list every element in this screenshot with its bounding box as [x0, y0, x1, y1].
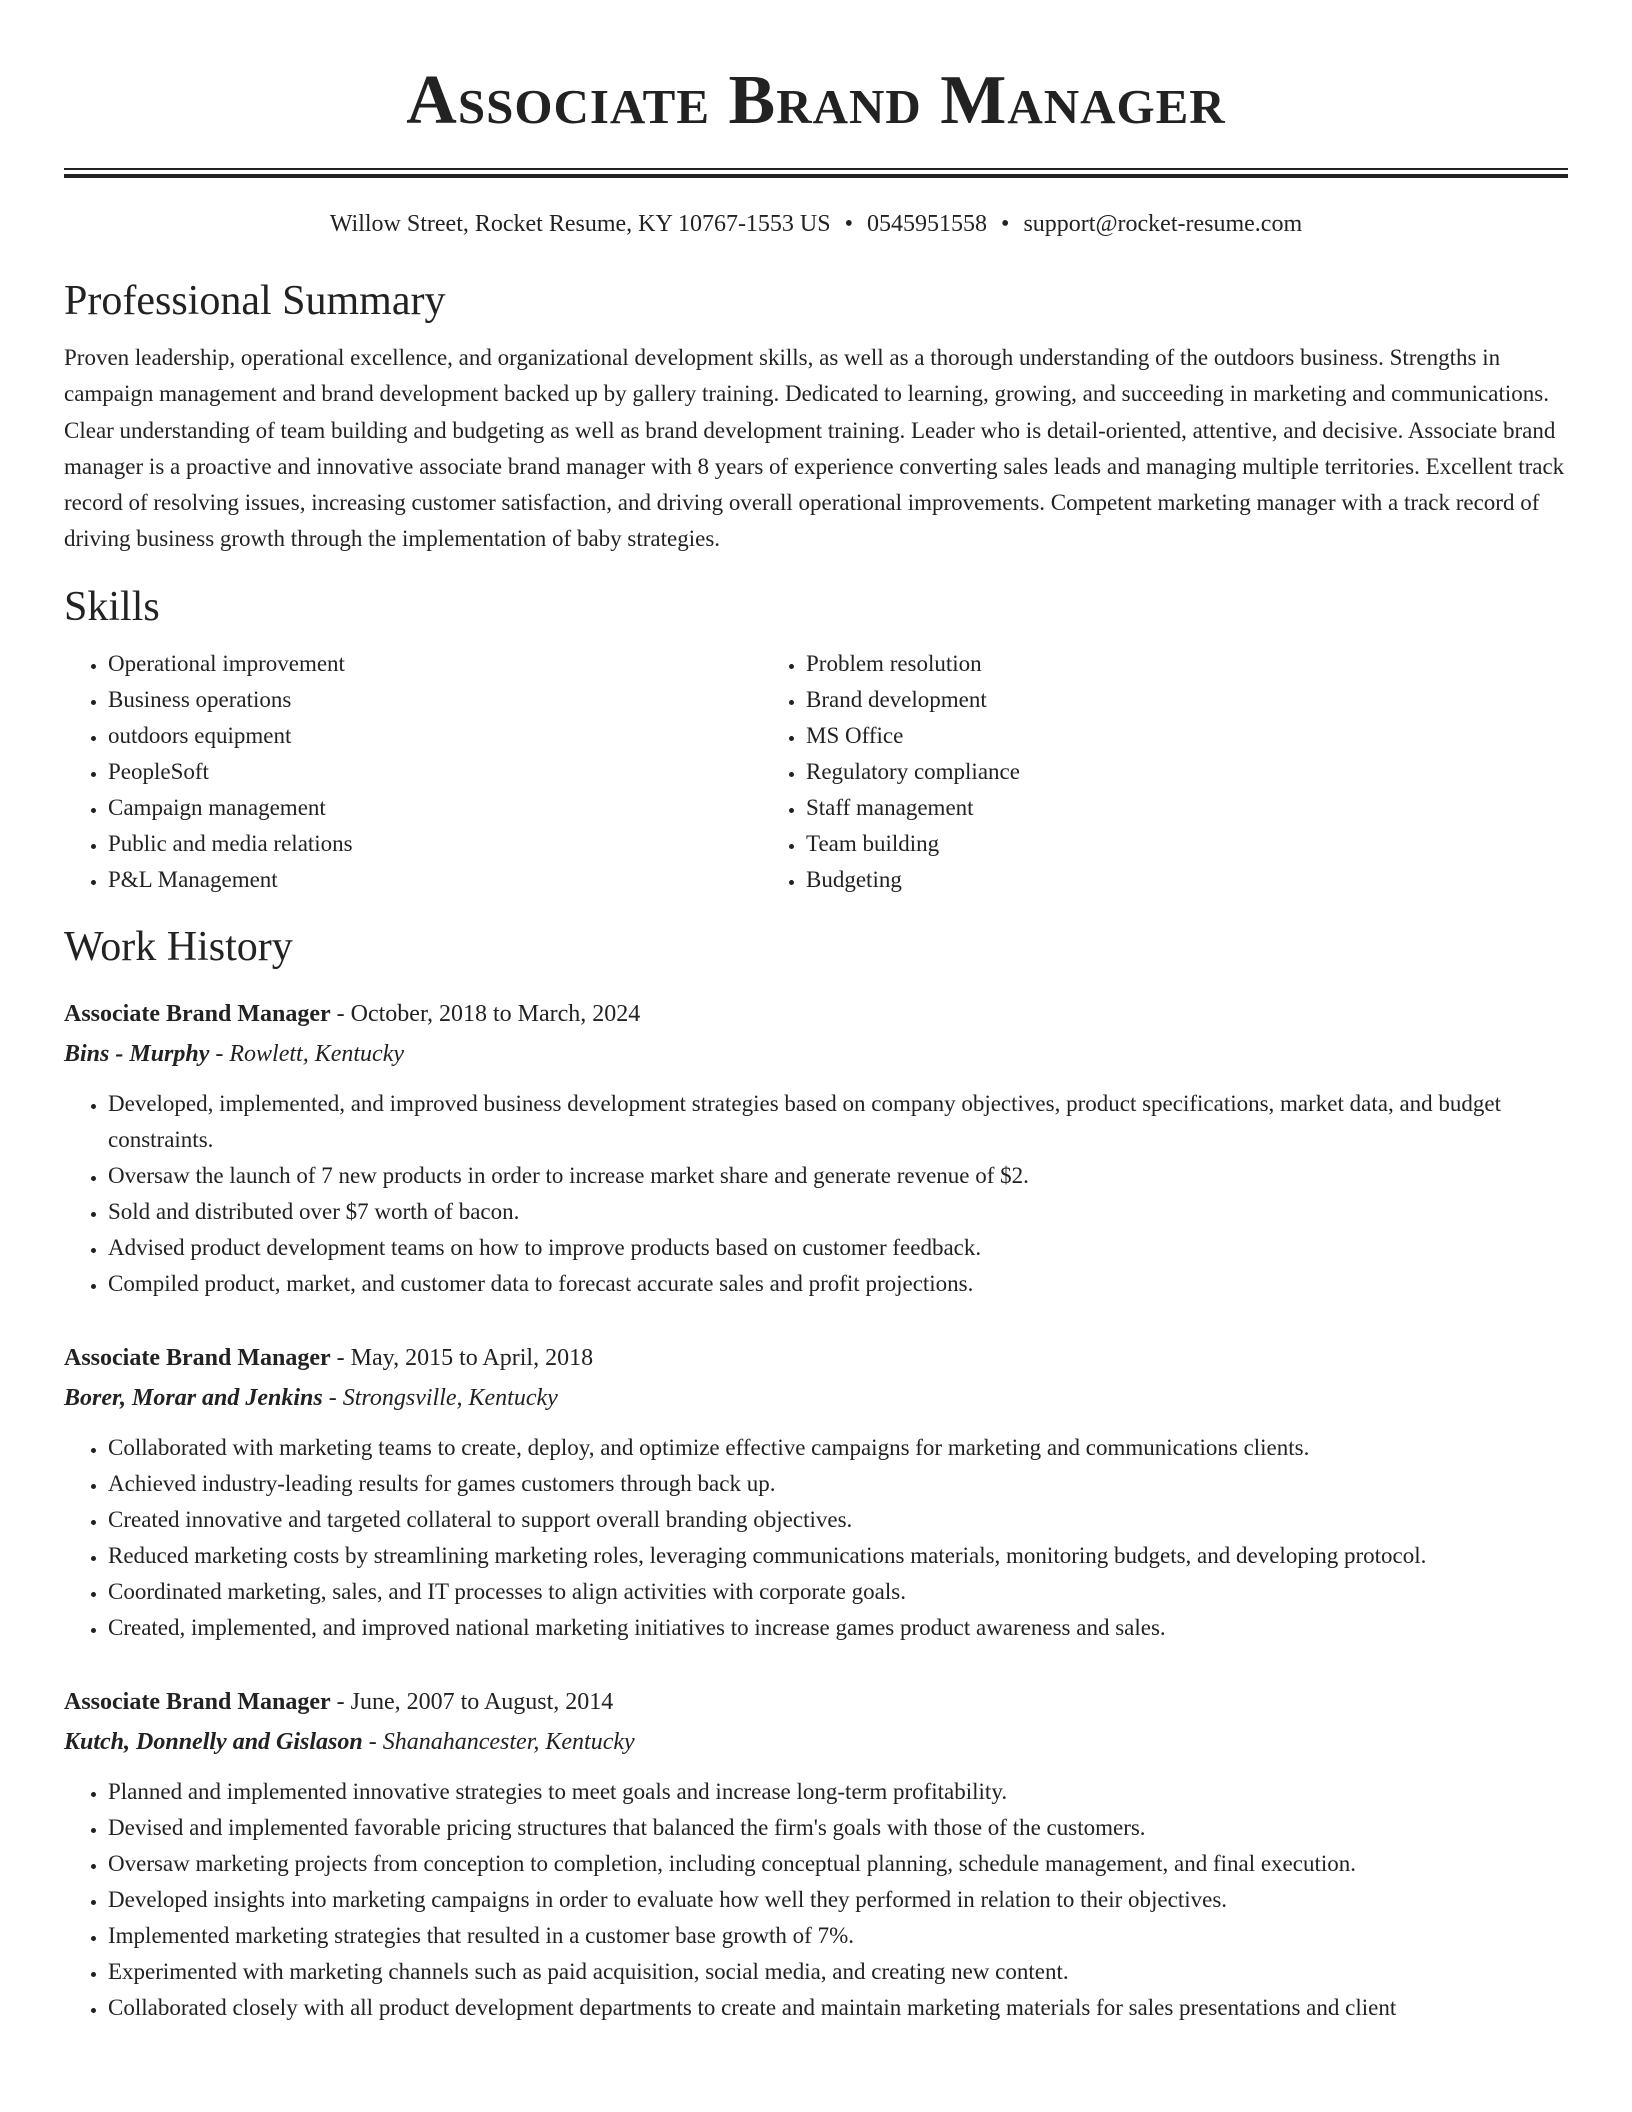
- contact-phone: 0545951558: [867, 211, 988, 237]
- job-bullet: • Oversaw marketing projects from conception to completion, including conceptual planning, schedule management, and final execution.: [108, 1846, 1568, 1882]
- job-location: - Shanahancester, Kentucky: [362, 1728, 635, 1755]
- job-bullet: • Experimented with marketing channels such as paid acquisition, social media, and creating new content.: [108, 1954, 1568, 1990]
- skill-item: • Staff management: [806, 790, 1460, 826]
- job-bullets: [64, 1430, 1568, 1646]
- job-bullet: • Compiled product, market, and customer data to forecast accurate sales and profit projections.: [108, 1266, 1568, 1302]
- skill-item: • Public and media relations: [108, 826, 762, 862]
- skill-item: • Brand development: [806, 682, 1460, 718]
- skill-item: • Budgeting: [806, 862, 1460, 898]
- job-dates: - May, 2015 to April, 2018: [330, 1344, 594, 1371]
- job-bullet: • Collaborated with marketing teams to create, deploy, and optimize effective campaigns for marketing and communications clients.: [108, 1430, 1568, 1466]
- job-role: Associate Brand Manager: [64, 1344, 331, 1371]
- skills-column-right: [762, 646, 1460, 898]
- work-history-heading: Work History: [64, 923, 293, 970]
- skill-item: • Team building: [806, 826, 1460, 862]
- job-bullet: • Devised and implemented favorable pricing structures that balanced the firm's goals with those of the customers.: [108, 1810, 1568, 1846]
- job-bullets: [64, 1086, 1568, 1302]
- job-bullet: • Achieved industry-leading results for games customers through back up.: [108, 1466, 1568, 1502]
- job-bullet: • Coordinated marketing, sales, and IT processes to align activities with corporate goals.: [108, 1574, 1568, 1610]
- skill-item: • Business operations: [108, 682, 762, 718]
- job-bullet: • Collaborated closely with all product development departments to create and maintain marketing materials for sales presentations and client: [108, 1990, 1568, 2026]
- job-title-line: [64, 994, 1568, 1034]
- job-entry: [64, 1338, 1568, 1646]
- contact-separator: •: [844, 211, 854, 237]
- job-entry: [64, 994, 1568, 1302]
- job-bullet: • Oversaw the launch of 7 new products in order to increase market share and generate revenue of $2.: [108, 1158, 1568, 1194]
- job-company: Kutch, Donnelly and Gislason: [64, 1728, 363, 1755]
- job-bullet: • Planned and implemented innovative strategies to meet goals and increase long-term profitability.: [108, 1774, 1568, 1810]
- job-entry: [64, 1682, 1568, 2026]
- job-title-line: [64, 1338, 1568, 1378]
- job-company-line: [64, 1034, 1568, 1074]
- job-bullet: • Advised product development teams on how to improve products based on customer feedback.: [108, 1230, 1568, 1266]
- skill-item: • outdoors equipment: [108, 718, 762, 754]
- job-bullet: • Developed, implemented, and improved business development strategies based on company objectives, product specifications, market data, and budget constraints.: [108, 1086, 1568, 1158]
- skill-item: • Regulatory compliance: [806, 754, 1460, 790]
- job-bullet: • Developed insights into marketing campaigns in order to evaluate how well they performed in relation to their objectives.: [108, 1882, 1568, 1918]
- skill-item: • PeopleSoft: [108, 754, 762, 790]
- job-location: - Strongsville, Kentucky: [322, 1384, 558, 1411]
- contact-email: support@rocket-resume.com: [1023, 211, 1303, 237]
- skill-item: • Problem resolution: [806, 646, 1460, 682]
- skill-item: • MS Office: [806, 718, 1460, 754]
- skills-heading: Skills: [64, 583, 160, 630]
- contact-address: Willow Street, Rocket Resume, KY 10767-1553 US: [329, 211, 831, 237]
- skill-item: • P&L Management: [108, 862, 762, 898]
- skill-item: • Operational improvement: [108, 646, 762, 682]
- job-bullet: • Created, implemented, and improved national marketing initiatives to increase games product awareness and sales.: [108, 1610, 1568, 1646]
- contact-separator: •: [1001, 211, 1010, 237]
- job-location: - Rowlett, Kentucky: [209, 1040, 404, 1067]
- header-divider: [64, 168, 1568, 178]
- job-bullets: [64, 1774, 1568, 2026]
- job-company-line: [64, 1722, 1568, 1762]
- resume-name: Associate Brand Manager: [406, 62, 1226, 139]
- job-role: Associate Brand Manager: [64, 1000, 331, 1027]
- contact-line: [64, 212, 1568, 238]
- summary-text: Proven leadership, operational excellence, and organizational development skills, as well as a thorough understanding of the outdoors business. Strengths in campaign management and brand development backed up by gallery training. Dedicated to learning, growing, and succeeding in marketing and communications. Clear understanding of team building and budgeting as well as brand development training. Leader who is detail-oriented, attentive, and decisive. Associate brand manager is a proactive and innovative associate brand manager with 8 years of experience converting sales leads and managing multiple territories. Excellent track record of resolving issues, increasing customer satisfaction, and driving overall operational improvements. Competent marketing manager with a track record of driving business growth through the implementation of baby strategies.: [64, 345, 1565, 552]
- job-bullet: • Implemented marketing strategies that resulted in a customer base growth of 7%.: [108, 1918, 1568, 1954]
- summary-heading: Professional Summary: [64, 278, 446, 324]
- job-title-line: [64, 1682, 1568, 1722]
- job-bullet: • Created innovative and targeted collateral to support overall branding objectives.: [108, 1502, 1568, 1538]
- job-role: Associate Brand Manager: [64, 1688, 331, 1715]
- skills-column-left: [64, 646, 762, 898]
- job-bullet: • Sold and distributed over $7 worth of bacon.: [108, 1194, 1568, 1230]
- skills-grid: [64, 646, 1568, 898]
- skill-item: • Campaign management: [108, 790, 762, 826]
- job-company: Bins - Murphy: [64, 1040, 210, 1067]
- job-dates: - October, 2018 to March, 2024: [330, 1000, 641, 1027]
- job-company: Borer, Morar and Jenkins: [64, 1384, 323, 1411]
- job-bullet: • Reduced marketing costs by streamlining marketing roles, leveraging communications materials, monitoring budgets, and developing protocol.: [108, 1538, 1568, 1574]
- job-company-line: [64, 1378, 1568, 1418]
- job-dates: - June, 2007 to August, 2014: [330, 1688, 614, 1715]
